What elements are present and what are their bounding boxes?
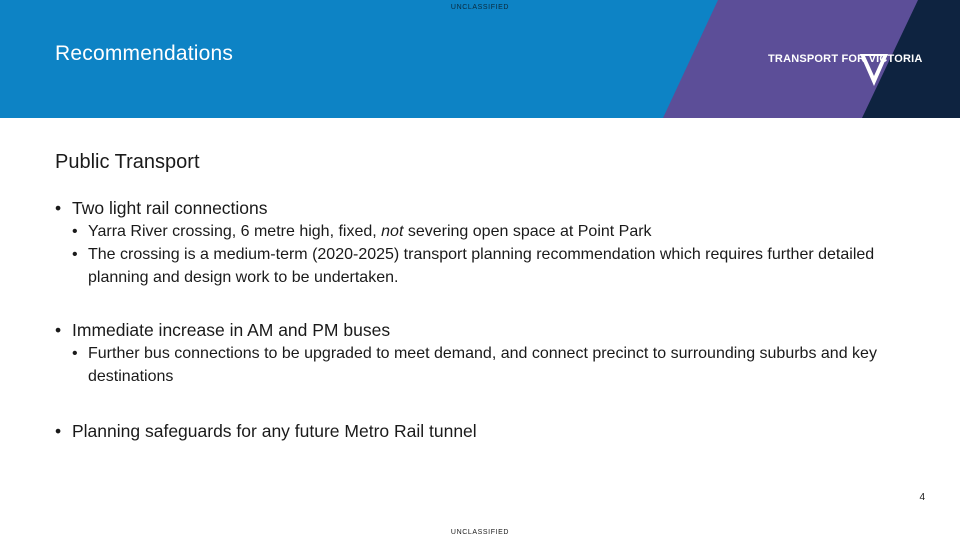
sub-bullet-yarra-crossing [72,220,915,243]
sub-bullet-text: Yarra River crossing, 6 metre high, fixed, [88,223,382,240]
sub-bullet-emphasis: not [381,223,404,240]
page-number: 4 [919,492,925,503]
logo-text-part1: TRANSPORT FOR [768,53,869,65]
bullet-light-rail: • Two light rail connections [55,196,915,220]
spacer [55,388,915,419]
spacer [55,289,915,318]
sub-bullet-bus-connections: • Further bus connections to be upgraded to meet demand, and connect precinct to surrounding suburbs and key destinations [72,342,915,388]
logo-text-part2: VICTORIA [868,53,923,65]
classification-top: UNCLASSIFIED [450,4,510,11]
slide-title: Recommendations [55,42,234,65]
header-band [0,0,960,118]
sub-bullet-text: severing open space at Point Park [403,223,652,240]
sub-bullet-crossing-timeline: • The crossing is a medium-term (2020-2025) transport planning recommendation which requires further detailed planning and design work to be undertaken. [72,243,915,289]
classification-bottom: UNCLASSIFIED [450,529,510,536]
bullet-list [55,196,915,443]
bullet-bus-increase: • Immediate increase in AM and PM buses [55,318,915,342]
section-title: Public Transport [55,151,200,173]
bullet-metro-rail: • Planning safeguards for any future Metro Rail tunnel [55,419,915,443]
transport-for-victoria-logo [768,53,923,75]
